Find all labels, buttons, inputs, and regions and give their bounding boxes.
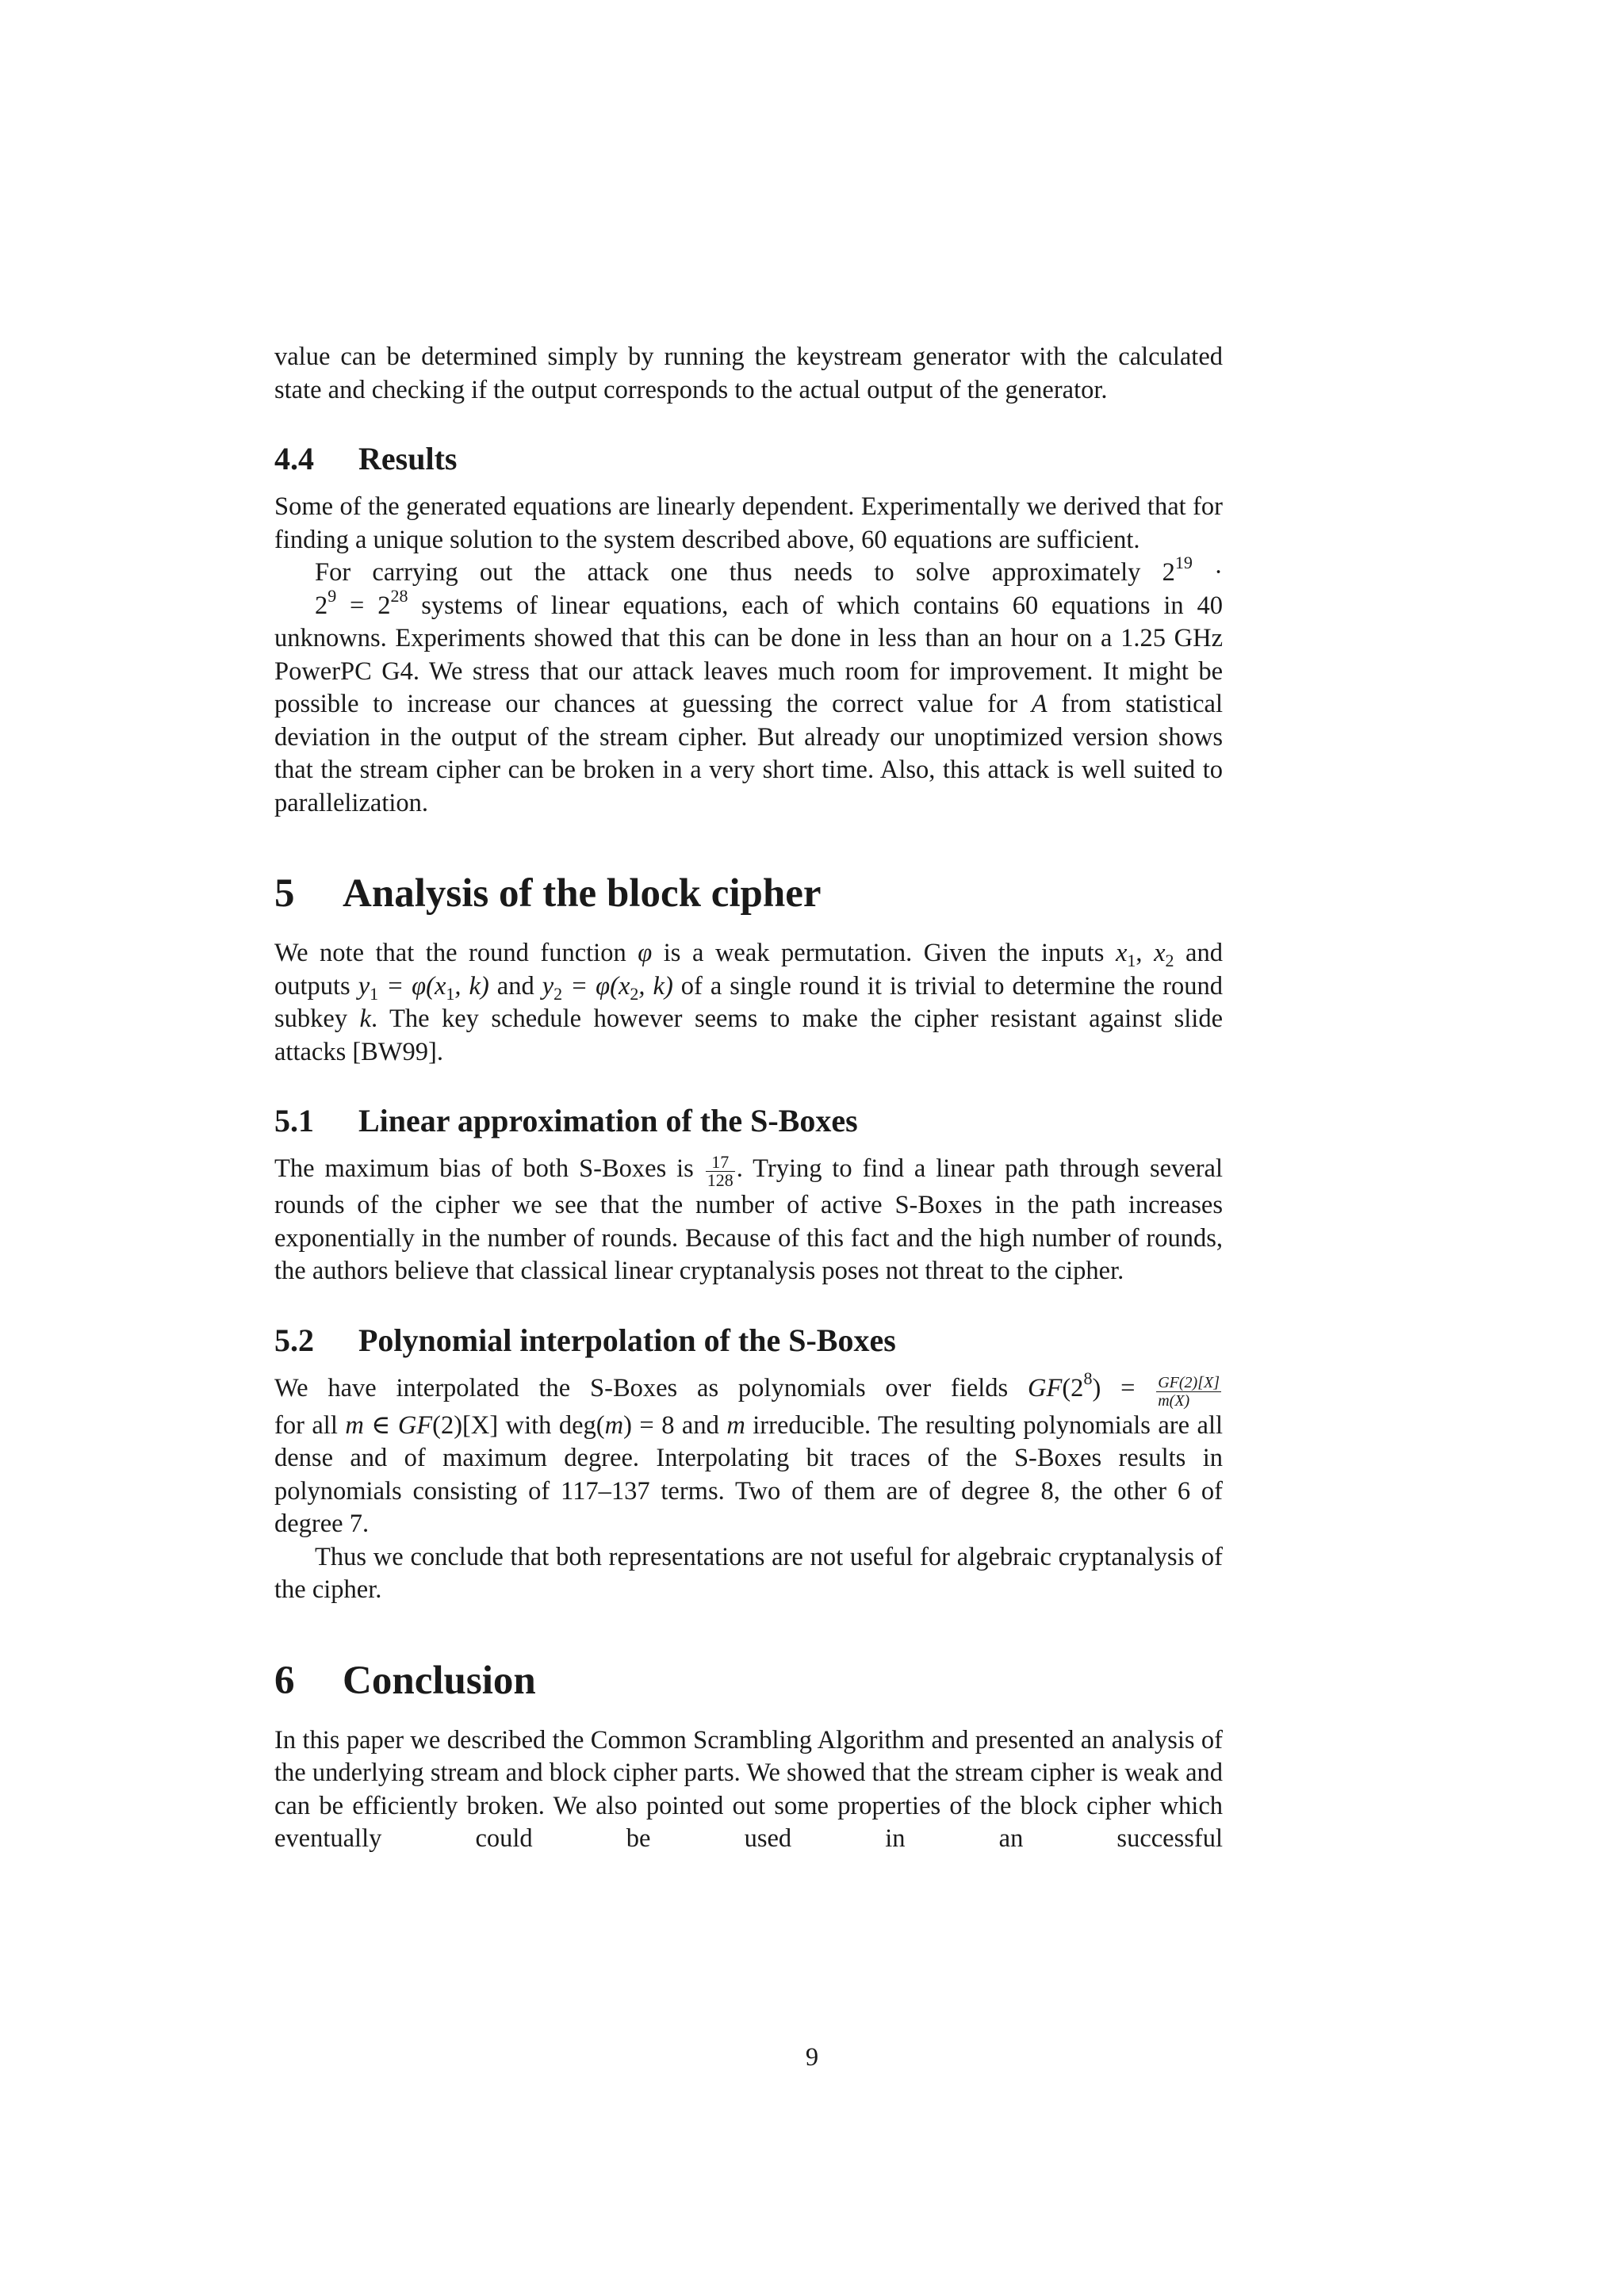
- text: ·: [1192, 558, 1223, 587]
- text: We have interpolated the S-Boxes as polynomials over fields: [274, 1373, 1028, 1402]
- section-title: Conclusion: [343, 1658, 536, 1703]
- subscript: 1: [370, 983, 379, 1004]
- section-number: 6: [274, 1658, 295, 1703]
- section-number: 5.2: [274, 1322, 314, 1358]
- exponent: 9: [327, 585, 337, 606]
- section-title: Linear approximation of the S-Boxes: [358, 1103, 858, 1138]
- text: . Trying to find a linear path through several rounds of the cipher we see that the number of active S-Boxes in the path increases exponentially in the number of rounds. Because of this fact and the high number of rounds, the authors believe that classical linear cryptanalysis poses not threat to the cipher.: [274, 1154, 1223, 1285]
- subscript: 2: [553, 983, 563, 1004]
- exponent: 8: [1083, 1368, 1093, 1388]
- math: (2)[X]: [432, 1410, 499, 1440]
- fraction-denominator: m(X): [1158, 1391, 1190, 1410]
- text: For carrying out the attack one thus needs to solve approximately 2: [315, 558, 1175, 587]
- math: GF: [1028, 1373, 1063, 1402]
- variable: A: [1031, 690, 1048, 718]
- section-title: Analysis of the block cipher: [343, 871, 822, 916]
- line-fragment: [274, 1368, 1223, 1410]
- fraction-numerator: GF(2)[X]: [1158, 1373, 1220, 1391]
- text: 2: [315, 591, 328, 620]
- subscript: 2: [630, 983, 639, 1004]
- block-cipher-paragraph: [274, 937, 1223, 1069]
- section-title: Results: [358, 441, 458, 476]
- line-fragment: [274, 553, 1223, 590]
- text: irreducible. The resulting polynomials are all dense and of maximum degree. Interpolating bit traces of the S-Boxes results in polynomials consisting of 117–137 terms. Two of them are of degree 8, the other 6 of degree 7.: [274, 1410, 1224, 1538]
- variable: y: [358, 971, 370, 1001]
- variable: φ: [638, 939, 653, 967]
- results-paragraph-1: Some of the generated equations are linearly dependent. Experimentally we derived that for finding a unique solution to the system described above, 60 equations are sufficient.: [274, 492, 1223, 554]
- bias-fraction: [706, 1154, 735, 1189]
- linear-approx-paragraph: [274, 1153, 1223, 1288]
- section-5-heading: [274, 869, 1223, 918]
- math: = φ(: [562, 971, 619, 1001]
- intro-paragraph: value can be determined simply by running the keystream generator with the calculated state and checking if the output corresponds to the actual output of the generator.: [274, 342, 1223, 404]
- subscript: 1: [1127, 951, 1136, 970]
- text: of a single round it is trivial to determine the round subkey: [274, 971, 1223, 1033]
- polynomial-paragraph-2: Thus we conclude that both representations are not useful for algebraic cryptanalysis of the cipher.: [274, 1542, 1223, 1604]
- section-5-2-heading: [274, 1322, 1223, 1360]
- section-6-heading: [274, 1656, 1223, 1705]
- text: We note that the round function: [274, 939, 638, 967]
- section-4-4-heading: [274, 440, 1223, 478]
- variable: x: [1154, 939, 1166, 967]
- text: ,: [1136, 939, 1155, 967]
- variable: x: [434, 971, 446, 1001]
- line-fragment: In this paper we described the Common Scrambling Algorithm and presented an analysis of the underlying stream and block cipher parts. We showed that the stream cipher is weak and can be efficiently broken. We also pointed out some properties of the block cipher which eventually could be used in an successful: [274, 1725, 1223, 1853]
- variable: x: [618, 971, 630, 1001]
- math: (2: [1062, 1373, 1084, 1402]
- variable: m: [604, 1410, 624, 1440]
- results-paragraph-2: [274, 553, 1223, 820]
- section-title: Polynomial interpolation of the S-Boxes: [358, 1322, 896, 1358]
- page-body: [274, 341, 1223, 1856]
- subscript: 1: [446, 983, 455, 1004]
- text: with deg(: [498, 1410, 605, 1440]
- line-fragment: [274, 1410, 1223, 1541]
- variable: k: [359, 1004, 371, 1033]
- text: = 2: [336, 591, 391, 620]
- variable: m: [345, 1410, 364, 1440]
- polynomial-paragraph-1: [274, 1368, 1224, 1541]
- text: systems of linear equations, each of which contains 60 equations in 40 unknowns. Experiments showed that this can be done in less than an hour on a 1.25 GHz PowerPC G4. We stress that our attack leaves much room for improvement. It might be possible to increase our chances at guessing the correct value for: [274, 591, 1223, 718]
- math: = φ(: [378, 971, 435, 1001]
- text: for all: [274, 1410, 346, 1440]
- exponent: 19: [1174, 553, 1193, 572]
- variable: y: [542, 971, 554, 1001]
- field-fraction: [1156, 1374, 1221, 1410]
- exponent: 28: [390, 585, 408, 606]
- text: ) = 8 and: [623, 1410, 727, 1440]
- section-number: 5: [274, 871, 295, 916]
- math: GF: [397, 1410, 433, 1440]
- section-number: 5.1: [274, 1103, 314, 1138]
- variable: x: [1115, 939, 1128, 967]
- section-5-1-heading: [274, 1102, 1223, 1140]
- fraction-denominator: 128: [707, 1170, 733, 1190]
- page-number: 9: [805, 2043, 819, 2072]
- fraction-numerator: 17: [706, 1154, 735, 1172]
- variable: m: [726, 1410, 745, 1440]
- conclusion-paragraph: [274, 1724, 1223, 1856]
- section-number: 4.4: [274, 441, 314, 476]
- math: ∈: [363, 1410, 398, 1440]
- text: and outputs: [274, 939, 1223, 1001]
- math: , k): [454, 971, 489, 1001]
- math: ) =: [1092, 1373, 1155, 1402]
- text: . The key schedule however seems to make the cipher resistant against slide attacks [BW99].: [274, 1004, 1223, 1066]
- text: The maximum bias of both S-Boxes is: [274, 1154, 704, 1183]
- subscript: 2: [1165, 951, 1174, 970]
- text: and: [488, 971, 542, 1001]
- math: , k): [638, 971, 673, 1001]
- text: from statistical deviation in the output of the stream cipher. But already our unoptimized version shows that the stream cipher can be broken in a very short time. Also, this attack is well suited to parallelization.: [274, 690, 1223, 817]
- text: is a weak permutation. Given the inputs: [652, 939, 1116, 967]
- line-fragment: [274, 585, 1223, 821]
